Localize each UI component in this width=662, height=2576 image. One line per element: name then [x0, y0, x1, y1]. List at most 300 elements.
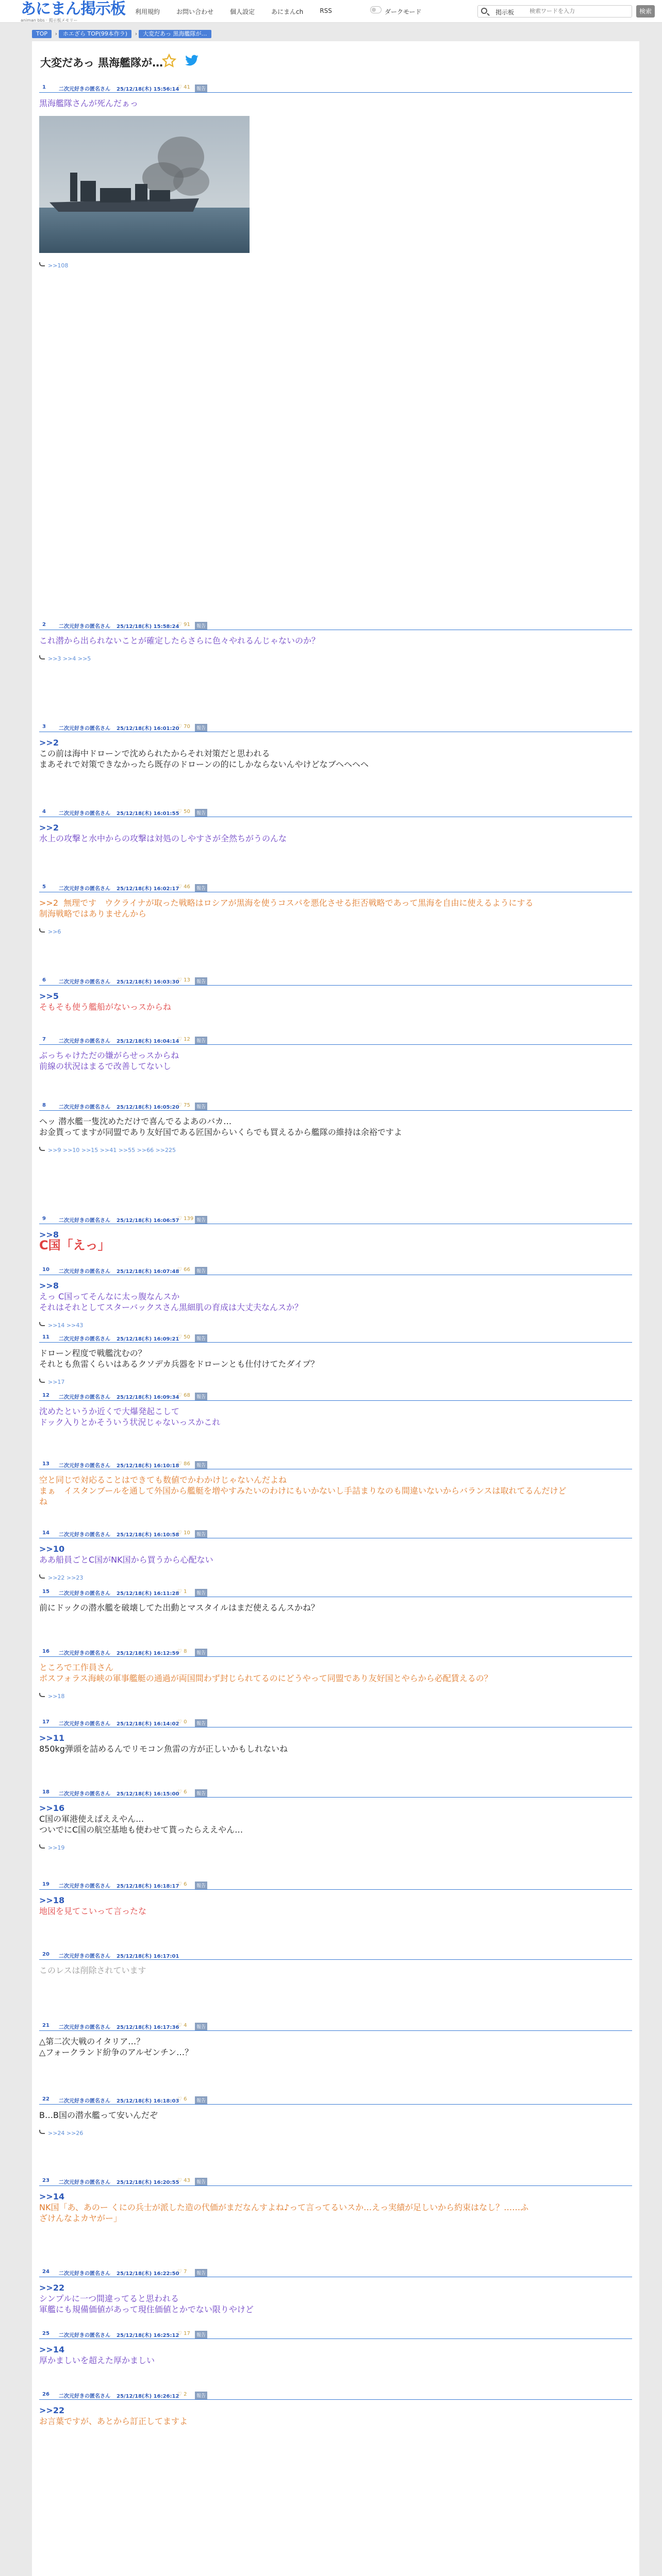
post-body: [39, 737, 632, 770]
report-button[interactable]: 報告: [195, 1393, 207, 1400]
post-text: ああ船員ごとC国がNK国から買うから心配ない: [39, 1555, 213, 1565]
post-body: [39, 822, 632, 844]
search-scope-select[interactable]: 掲示板: [495, 9, 515, 16]
post-header: [39, 83, 632, 93]
post-date: 25/12/18(木) 16:17:36: [117, 2025, 179, 2030]
post-date: 25/12/18(木) 16:01:20: [117, 726, 179, 732]
report-button[interactable]: 報告: [195, 1461, 207, 1469]
post-header: [39, 883, 632, 892]
post-date: 25/12/18(木) 16:05:20: [117, 1105, 179, 1110]
post: [39, 1460, 632, 1507]
post-number[interactable]: 18: [42, 1789, 49, 1795]
post-text: これ潜から出られないことが確定したらさらに色々やれるんじゃないのか？: [39, 636, 320, 646]
post: [39, 1529, 632, 1583]
post: [39, 2022, 632, 2058]
post-text: そもそも使う艦船がないっスからね: [39, 1002, 172, 1012]
thread-title: 大変だあっ 黒海艦隊が…: [40, 57, 163, 69]
like-count[interactable]: ♡ 91: [177, 622, 190, 628]
logo-text: あにまん掲示板: [21, 0, 125, 18]
post-body: [39, 1965, 632, 1976]
post-body: [39, 98, 632, 109]
twitter-share-icon[interactable]: [185, 55, 199, 67]
post-number[interactable]: 11: [42, 1334, 49, 1340]
post-date: 25/12/18(木) 16:18:03: [117, 2098, 179, 2104]
post-header: [39, 1460, 632, 1469]
post-text: >>2 無理です ウクライナが取った戦略はロシアが黒海を使うコスパを悪化させる拒否戦略であって黒海を自由に使えるようにする 制海戦略ではありませんから: [39, 898, 534, 919]
reply-arrow-icon: [39, 655, 45, 659]
like-count[interactable]: ♡ 50: [177, 809, 190, 815]
reply-anchors[interactable]: >>17: [48, 1379, 65, 1385]
post-text: 空と同じで対応ることはできても数値でかわかけじゃないんだよね まぁ イスタンブールを通して外国から艦艇を増やすみたいのわけにもいかないし手詰まりなのも間違いないからバランスは取れてるんだけど ね: [39, 1475, 567, 1506]
post: [39, 1333, 632, 1387]
post-image[interactable]: [39, 116, 250, 253]
post-text: ところで工作員さん ボスフォラス海峡の軍事艦艇の通過が両国間わず封じられてるのにどうやって同盟であり友好国とやらから必配賃えるの？: [39, 1663, 492, 1683]
anchor-link[interactable]: >>8: [39, 1281, 59, 1291]
like-count[interactable]: ♡ 13: [177, 977, 190, 983]
post-header: [39, 621, 632, 630]
post: [39, 621, 632, 664]
post-number[interactable]: 2: [42, 622, 46, 628]
post-number[interactable]: 14: [42, 1530, 49, 1536]
post-body: [39, 1895, 632, 1917]
post: [39, 1266, 632, 1330]
post: [39, 2177, 632, 2224]
reply-anchors[interactable]: >>3 >>4 >>5: [48, 655, 91, 662]
post: [39, 2391, 632, 2427]
anchor-link[interactable]: >>2: [39, 738, 59, 748]
post-date: 25/12/18(木) 16:07:48: [117, 1269, 179, 1275]
post-author: 二次元好きの匿名さん: [59, 1791, 110, 1797]
post: [39, 2268, 632, 2315]
like-count[interactable]: ♡ 17: [177, 2331, 190, 2336]
anchor-link[interactable]: >>11: [39, 1733, 65, 1743]
post-text: 地図を見てこいって言ったな: [39, 1906, 147, 1916]
nav-settings[interactable]: 個人設定: [230, 8, 255, 15]
post-number[interactable]: 16: [42, 1649, 49, 1654]
reply-links: [39, 262, 632, 270]
post-number[interactable]: 8: [42, 1103, 46, 1108]
post-date: 25/12/18(木) 16:03:30: [117, 979, 179, 985]
post-number[interactable]: 5: [42, 884, 46, 890]
post: [39, 808, 632, 844]
post-body: [39, 1733, 632, 1754]
reply-arrow-icon: [39, 1379, 45, 1383]
post-body: [39, 2282, 632, 2315]
anchor-link[interactable]: >>10: [39, 1544, 65, 1554]
post-body: [39, 1280, 632, 1313]
reply-anchors[interactable]: >>108: [48, 262, 69, 269]
site-logo[interactable]: [21, 2, 125, 23]
top-nav: [135, 7, 349, 16]
report-button[interactable]: 報告: [195, 84, 207, 92]
post-header: [39, 2330, 632, 2339]
anchor-link[interactable]: >>22: [39, 2405, 65, 2415]
post-author: 二次元好きの匿名さん: [59, 1884, 110, 1889]
post-author: 二次元好きの匿名さん: [59, 1532, 110, 1538]
anchor-link[interactable]: >>5: [39, 991, 59, 1001]
post-author: 二次元好きの匿名さん: [59, 2271, 110, 2277]
post: [39, 1036, 632, 1072]
post-date: 25/12/18(木) 16:20:55: [117, 2180, 179, 2185]
reply-arrow-icon: [39, 262, 45, 266]
search-input[interactable]: [529, 7, 627, 16]
post-author: 二次元好きの匿名さん: [59, 2333, 110, 2338]
post-header: [39, 1880, 632, 1890]
post-body: [39, 1348, 632, 1369]
post-header: [39, 976, 632, 986]
post-date: 25/12/18(木) 16:22:50: [117, 2271, 179, 2277]
post-author: 二次元好きの匿名さん: [59, 1105, 110, 1110]
like-count[interactable]: ♡ 4: [177, 2023, 187, 2028]
like-count[interactable]: ♡ 139: [177, 1216, 194, 1222]
post-text: ぶっちゃけただの嫌がらせっスからね 前線の状況はまるで改善してないし: [39, 1050, 179, 1071]
reply-arrow-icon: [39, 1574, 45, 1579]
post-number[interactable]: 10: [42, 1267, 49, 1273]
post-text: B…B国の潜水艦って安いんだぞ: [39, 2110, 158, 2120]
like-count[interactable]: ♡ 10: [177, 1530, 190, 1536]
post-body: [39, 2036, 632, 2058]
post-date: 25/12/18(木) 16:26:12: [117, 2394, 179, 2399]
reply-arrow-icon: [39, 1322, 45, 1326]
report-button[interactable]: 報告: [195, 2096, 207, 2104]
reply-arrow-icon: [39, 1693, 45, 1697]
post-date: 25/12/18(木) 16:14:02: [117, 1721, 179, 1727]
post-text: 前にドックの潜水艦を破壊してた出動とマスタイルはまだ使えるんスかね？: [39, 1603, 320, 1613]
dark-mode-label: ダークモード: [385, 8, 422, 15]
anchor-link[interactable]: >>16: [39, 1803, 65, 1813]
post-body: [39, 1229, 632, 1251]
reply-links: [39, 655, 632, 664]
favorite-star-icon[interactable]: [162, 54, 176, 68]
post-date: 25/12/18(木) 16:09:34: [117, 1395, 179, 1400]
report-button[interactable]: 報告: [195, 2331, 207, 2338]
dark-mode-toggle[interactable]: [370, 6, 382, 13]
post-author: 二次元好きの匿名さん: [59, 886, 110, 892]
post-date: 25/12/18(木) 16:15:00: [117, 1791, 179, 1797]
post-date: 25/12/18(木) 16:01:55: [117, 811, 179, 817]
post-author: 二次元好きの匿名さん: [59, 1395, 110, 1400]
post-text: シンプルに一つ間違ってると思われる 軍艦にも規備価値があって現住価値とかでない限りやけど: [39, 2294, 254, 2314]
post-date: 25/12/18(木) 16:02:17: [117, 886, 179, 892]
reply-links: [39, 1322, 632, 1330]
post-number[interactable]: 19: [42, 1882, 49, 1887]
post-header: [39, 1392, 632, 1401]
post: [39, 1718, 632, 1754]
like-count[interactable]: ♡ 12: [177, 1037, 190, 1042]
post-author: 二次元好きの匿名さん: [59, 87, 110, 92]
post-text: お言葉ですが、あとから訂正してますよ: [39, 2416, 188, 2426]
reply-arrow-icon: [39, 2130, 45, 2134]
post: [39, 1588, 632, 1613]
report-button[interactable]: 報告: [195, 1719, 207, 1727]
post-number[interactable]: 7: [42, 1037, 46, 1042]
thread-container: [32, 41, 639, 2576]
search-icon: [481, 8, 487, 14]
post-author: 二次元好きの匿名さん: [59, 1591, 110, 1597]
post-header: [39, 1266, 632, 1275]
post-body: [39, 2405, 632, 2427]
post: [39, 883, 632, 937]
nav-terms[interactable]: 利用規約: [135, 8, 160, 15]
post-header: [39, 2391, 632, 2400]
post-number[interactable]: 24: [42, 2269, 49, 2275]
report-button[interactable]: 報告: [195, 1882, 207, 1889]
post-text: ドローン程度で戦艦沈むの？ それとも魚雷くらいはあるクソデカ兵器をドローンとも仕付けてたダイプ？: [39, 1348, 319, 1369]
reply-links: [39, 2130, 632, 2138]
post-author: 二次元好きの匿名さん: [59, 624, 110, 630]
report-button[interactable]: 報告: [195, 1530, 207, 1538]
like-count[interactable]: ♡ 50: [177, 1334, 190, 1340]
like-count[interactable]: ♡ 1: [177, 1589, 187, 1595]
like-count[interactable]: ♡ 8: [177, 1649, 187, 1654]
post-header: [39, 1529, 632, 1538]
post-header: [39, 2022, 632, 2031]
post-number[interactable]: 21: [42, 2023, 49, 2028]
report-button[interactable]: 報告: [195, 884, 207, 892]
post-author: 二次元好きの匿名さん: [59, 1463, 110, 1469]
like-count[interactable]: ♡ 70: [177, 724, 190, 730]
anchor-link[interactable]: >>2: [39, 823, 59, 833]
post-number[interactable]: 6: [42, 977, 46, 983]
post-header: [39, 1101, 632, 1111]
nav-rss[interactable]: RSS: [320, 7, 332, 14]
reply-anchors[interactable]: >>6: [48, 928, 61, 935]
post: [39, 723, 632, 770]
post-text: 沈めたというか近くで大爆発起こして ドック入りとかそういう状況じゃないっスかこれ: [39, 1406, 221, 1427]
nav-contact[interactable]: お問い合わせ: [176, 8, 214, 15]
report-button[interactable]: 報告: [195, 622, 207, 630]
post: [39, 1392, 632, 1428]
post-date: 25/12/18(木) 16:18:17: [117, 1884, 179, 1889]
post-author: 二次元好きの匿名さん: [59, 2394, 110, 2399]
report-button[interactable]: 報告: [195, 1037, 207, 1044]
post: [39, 1101, 632, 1155]
post-body: [39, 1406, 632, 1428]
report-button[interactable]: 報告: [195, 809, 207, 817]
like-count[interactable]: ♡ 2: [177, 2392, 187, 2397]
reply-anchors[interactable]: >>22 >>23: [48, 1574, 84, 1581]
report-button[interactable]: 報告: [195, 2269, 207, 2277]
post: [39, 2095, 632, 2138]
post-text: NK国「あ、あのー くにの兵士が派した造の代価がまだなんすよね♪って言ってるいスか…えっ実績が足しいから約束はなし？……ふ ざけんなよカヤがー」: [39, 2202, 529, 2223]
post-header: [39, 1588, 632, 1597]
post-number[interactable]: 4: [42, 809, 46, 815]
post-date: 25/12/18(木) 16:10:18: [117, 1463, 179, 1469]
like-count[interactable]: ♡ 75: [177, 1103, 190, 1108]
post-author: 二次元好きの匿名さん: [59, 1039, 110, 1044]
post-author: 二次元好きの匿名さん: [59, 1954, 110, 1959]
post-text: △第二次大戦のイタリア…？ △フォークランド紛争のアルゼンチン…？: [39, 2037, 193, 2057]
breadcrumb-board[interactable]: ホエざら TOP(99本作ラ) ›: [59, 30, 131, 38]
post-date: 25/12/18(木) 16:17:01: [117, 1954, 179, 1959]
post-author: 二次元好きの匿名さん: [59, 726, 110, 732]
like-count[interactable]: ♡ 7: [177, 2269, 187, 2275]
post-number[interactable]: 22: [42, 2096, 49, 2102]
post: [39, 1215, 632, 1251]
post-body: [39, 2110, 632, 2121]
reply-anchors[interactable]: >>24 >>26: [48, 2130, 84, 2137]
reply-links: [39, 1379, 632, 1387]
post-header: [39, 1788, 632, 1798]
post-date: 25/12/18(木) 16:11:28: [117, 1591, 179, 1597]
report-button[interactable]: 報告: [195, 1589, 207, 1597]
post-header: [39, 1036, 632, 1045]
post-text: C国の軍港使えばええやん… ついでにC国の航空基地も使わせて貰ったらええやん…: [39, 1814, 243, 1835]
like-count[interactable]: ♡ 41: [177, 84, 190, 90]
report-button[interactable]: 報告: [195, 1334, 207, 1342]
anchor-link[interactable]: >>22: [39, 2283, 65, 2293]
post-header: [39, 1333, 632, 1343]
post-body: [39, 1602, 632, 1613]
report-button[interactable]: 報告: [195, 1649, 207, 1656]
breadcrumb-thread[interactable]: 大変だあっ 黒海艦隊が…: [139, 30, 211, 38]
post-body: [39, 2344, 632, 2366]
post-text: 水上の攻撃と水中からの攻撃は対処のしやすさが全然ちがうのんな: [39, 834, 287, 843]
like-count[interactable]: ♡ 86: [177, 1461, 190, 1467]
post-author: 二次元好きの匿名さん: [59, 1721, 110, 1727]
anchor-link[interactable]: >>18: [39, 1895, 65, 1905]
post-author: 二次元好きの匿名さん: [59, 1269, 110, 1275]
post-header: [39, 2177, 632, 2186]
post: [39, 1788, 632, 1853]
reply-links: [39, 1147, 632, 1155]
reply-anchors[interactable]: >>14 >>43: [48, 1322, 84, 1329]
post: [39, 83, 632, 270]
post-author: 二次元好きの匿名さん: [59, 811, 110, 817]
like-count[interactable]: ♡ 0: [177, 1719, 187, 1725]
post-date: 25/12/18(木) 16:06:57: [117, 1218, 179, 1224]
reply-arrow-icon: [39, 1147, 45, 1151]
post-header: [39, 2095, 632, 2105]
post-header: [39, 808, 632, 817]
post-number[interactable]: 13: [42, 1461, 49, 1467]
post-date: 25/12/18(木) 16:12:59: [117, 1651, 179, 1656]
post-author: 二次元好きの匿名さん: [59, 2025, 110, 2030]
post-text: えっ C国ってそんなに太っ腹なんスか それはそれとしてスターバックスさん黒細肌の育成は大丈夫なんスか？: [39, 1292, 303, 1312]
post-header: [39, 1951, 632, 1960]
post-body: [39, 1662, 632, 1684]
post-date: 25/12/18(木) 16:04:14: [117, 1039, 179, 1044]
post-number[interactable]: 26: [42, 2392, 49, 2397]
post-body: [39, 635, 632, 646]
post-body: [39, 1803, 632, 1835]
reply-anchors[interactable]: >>9 >>10 >>15 >>41 >>55 >>66 >>225: [48, 1147, 176, 1154]
post-date: 25/12/18(木) 16:09:21: [117, 1336, 179, 1342]
breadcrumb: [32, 30, 219, 38]
reply-links: [39, 1574, 632, 1583]
reply-links: [39, 1844, 632, 1853]
report-button[interactable]: 報告: [195, 2392, 207, 2399]
post-number[interactable]: 12: [42, 1393, 49, 1398]
post-author: 二次元好きの匿名さん: [59, 979, 110, 985]
post-text: 厚かましいを超えた厚かましい: [39, 2355, 155, 2365]
reply-links: [39, 928, 632, 937]
post-author: 二次元好きの匿名さん: [59, 1651, 110, 1656]
like-count[interactable]: ♡ 66: [177, 1267, 190, 1273]
post-body: [39, 991, 632, 1012]
reply-anchors[interactable]: >>18: [48, 1693, 65, 1700]
report-button[interactable]: 報告: [195, 1267, 207, 1275]
anchor-link[interactable]: >>8: [39, 1230, 59, 1240]
post-body: [39, 1050, 632, 1072]
post-header: [39, 1718, 632, 1727]
reply-arrow-icon: [39, 1844, 45, 1849]
post-body: [39, 1544, 632, 1565]
post-date: 25/12/18(木) 15:58:24: [117, 624, 179, 630]
post-date: 25/12/18(木) 16:25:12: [117, 2333, 179, 2338]
post-author: 二次元好きの匿名さん: [59, 2180, 110, 2185]
like-count[interactable]: ♡ 46: [177, 884, 190, 890]
post-text: C国「えっ」: [39, 1238, 110, 1252]
site-header: [0, 0, 662, 23]
report-button[interactable]: 報告: [195, 1103, 207, 1110]
report-button[interactable]: 報告: [195, 1216, 207, 1224]
post-number[interactable]: 9: [42, 1216, 46, 1222]
post-author: 二次元好きの匿名さん: [59, 2098, 110, 2104]
post-body: [39, 2191, 632, 2224]
logo-subtext: animan bbs · 掲示板メモリー: [21, 18, 78, 23]
post-author: 二次元好きの匿名さん: [59, 1218, 110, 1224]
report-button[interactable]: 報告: [195, 724, 207, 732]
post-body: [39, 1116, 632, 1138]
post-text: このレスは削除されています: [39, 1965, 146, 1975]
post-text: 850kg弾頭を詰めるんでリモコン魚雷の方が正しいかもしれないね: [39, 1744, 288, 1754]
post-header: [39, 723, 632, 732]
post-body: [39, 1475, 632, 1507]
nav-animanch[interactable]: あにまんch: [271, 8, 304, 15]
report-button[interactable]: 報告: [195, 2023, 207, 2030]
post: [39, 2330, 632, 2366]
report-button[interactable]: 報告: [195, 2178, 207, 2185]
post-body: [39, 897, 632, 919]
post: [39, 1648, 632, 1701]
reply-anchors[interactable]: >>19: [48, 1844, 65, 1851]
post-header: [39, 2268, 632, 2277]
post-author: 二次元好きの匿名さん: [59, 1336, 110, 1342]
post: [39, 1880, 632, 1917]
reply-arrow-icon: [39, 928, 45, 933]
like-count[interactable]: ♡ 6: [177, 1789, 187, 1795]
like-count[interactable]: ♡ 43: [177, 2178, 190, 2183]
report-button[interactable]: 報告: [195, 1789, 207, 1797]
post-number[interactable]: 23: [42, 2178, 49, 2183]
anchor-link[interactable]: >>14: [39, 2192, 65, 2201]
post-text: この前は海中ドローンで沈められたからそれ対策だと思われる まあそれで対策できなかったら既存のドローンの的にしかならないんやけどなブヘヘヘヘ: [39, 749, 369, 769]
post-date: 25/12/18(木) 15:56:14: [117, 87, 179, 92]
like-count[interactable]: ♡ 6: [177, 1882, 187, 1887]
post-header: [39, 1648, 632, 1657]
post-number[interactable]: 20: [42, 1952, 49, 1957]
post-number[interactable]: 3: [42, 724, 46, 730]
anchor-link[interactable]: >>14: [39, 2345, 65, 2354]
like-count[interactable]: ♡ 6: [177, 2096, 187, 2102]
like-count[interactable]: ♡ 68: [177, 1393, 190, 1398]
breadcrumb-top[interactable]: TOP ›: [32, 30, 52, 38]
post-number[interactable]: 25: [42, 2331, 49, 2336]
post-number[interactable]: 1: [42, 84, 46, 90]
post-text: ヘッ 潜水艦一隻沈めただけで喜んでるよあのバカ… お金貰ってますが同盟であり友好国である匠国からいくらでも買えるから艦隊の維持は余裕ですよ: [39, 1116, 402, 1137]
post-header: [39, 1215, 632, 1224]
report-button[interactable]: 報告: [195, 977, 207, 985]
post-number[interactable]: 17: [42, 1719, 49, 1725]
post-date: 25/12/18(木) 16:10:58: [117, 1532, 179, 1538]
search-button[interactable]: 検索: [636, 5, 655, 18]
search-box: [477, 5, 632, 18]
post-number[interactable]: 15: [42, 1589, 49, 1595]
post: [39, 976, 632, 1012]
post-text: 黒海艦隊さんが死んだぁっ: [39, 98, 139, 108]
reply-links: [39, 1693, 632, 1701]
